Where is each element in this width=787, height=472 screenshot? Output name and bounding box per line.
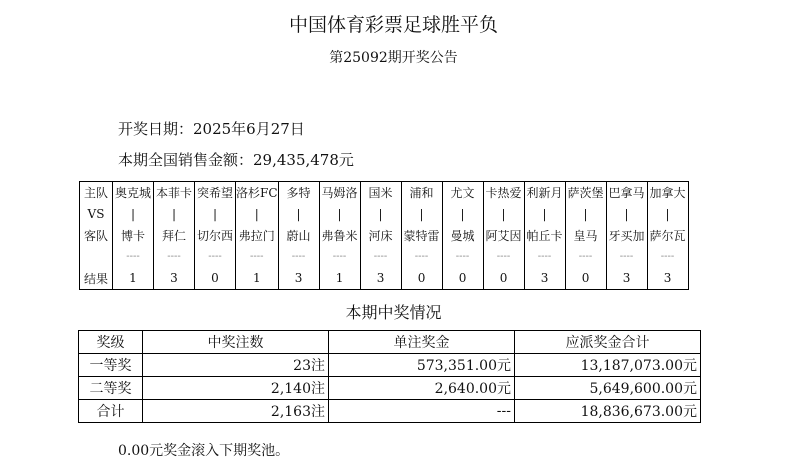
match-away-cell: 曼城: [442, 225, 483, 247]
match-away-cell: 蒙特雷: [401, 225, 442, 247]
match-sep-cell: ----: [647, 246, 688, 268]
match-home-cell: 马姆洛: [319, 182, 360, 204]
match-result-cell: 0: [401, 268, 442, 290]
match-home-cell: 萨茨堡: [565, 182, 606, 204]
match-result-cell: 1: [319, 268, 360, 290]
match-away-cell: 牙买加: [606, 225, 647, 247]
issue-subtitle: 第25092期开奖公告: [329, 50, 458, 66]
match-result-cell: 0: [483, 268, 524, 290]
match-away-cell: 河床: [360, 225, 401, 247]
prize-header-cell: 奖级: [79, 331, 143, 354]
match-away-cell: 帕丘卡: [524, 225, 565, 247]
prize-section-title: 本期中奖情况: [345, 303, 442, 322]
match-vs-cell: |: [319, 203, 360, 225]
match-result-cell: 0: [565, 268, 606, 290]
match-sep-cell: ----: [195, 246, 236, 268]
match-away-cell: 博卡: [113, 225, 154, 247]
match-vs-cell: |: [360, 203, 401, 225]
match-sep-cell: ----: [154, 246, 195, 268]
match-result-cell: 3: [524, 268, 565, 290]
rollover-note: 0.00元奖金滚入下期奖池。: [118, 443, 290, 459]
match-sep-cell: ----: [236, 246, 279, 268]
match-sep-cell: ----: [524, 246, 565, 268]
prize-level: 一等奖: [79, 354, 143, 377]
match-sep-cell: ----: [483, 246, 524, 268]
prize-row-first: [79, 354, 701, 377]
match-away-cell: 阿艾因: [483, 225, 524, 247]
match-sep-cell: ----: [360, 246, 401, 268]
match-away-cell: 蔚山: [278, 225, 319, 247]
row-label: [80, 246, 113, 268]
match-result-cell: 3: [647, 268, 688, 290]
prize-winners: 2,163注: [143, 400, 329, 423]
match-vs-cell: |: [565, 203, 606, 225]
prize-winners: 2,140注: [143, 377, 329, 400]
row-label: 结果: [80, 268, 113, 290]
prize-table: [78, 330, 701, 423]
prize-total-amount: 5,649,600.00元: [515, 377, 701, 400]
match-sep-cell: ----: [565, 246, 606, 268]
prize-unit-amount: ---: [329, 400, 515, 423]
match-vs-cell: |: [647, 203, 688, 225]
match-sep-cell: ----: [401, 246, 442, 268]
match-home-cell: 利新月: [524, 182, 565, 204]
prize-header-cell: 中奖注数: [143, 331, 329, 354]
prize-header-row: [79, 331, 701, 354]
match-result-cell: 3: [606, 268, 647, 290]
match-home-cell: 尤文: [442, 182, 483, 204]
match-home-cell: 浦和: [401, 182, 442, 204]
match-sep-cell: ----: [606, 246, 647, 268]
prize-row-second: [79, 377, 701, 400]
match-vs-cell: |: [195, 203, 236, 225]
result-row: [80, 268, 689, 290]
match-away-cell: 弗拉门: [236, 225, 279, 247]
match-away-cell: 皇马: [565, 225, 606, 247]
match-away-cell: 拜仁: [154, 225, 195, 247]
match-sep-cell: ----: [278, 246, 319, 268]
match-result-cell: 3: [360, 268, 401, 290]
match-away-cell: 弗鲁米: [319, 225, 360, 247]
match-home-cell: 本菲卡: [154, 182, 195, 204]
match-vs-cell: |: [442, 203, 483, 225]
match-result-cell: 0: [195, 268, 236, 290]
match-vs-cell: |: [606, 203, 647, 225]
match-vs-cell: |: [113, 203, 154, 225]
prize-winners: 23注: [143, 354, 329, 377]
match-home-cell: 洛杉FC: [236, 182, 279, 204]
match-away-cell: 切尔西: [195, 225, 236, 247]
match-result-cell: 1: [236, 268, 279, 290]
match-home-cell: 巴拿马: [606, 182, 647, 204]
page-title: 中国体育彩票足球胜平负: [288, 14, 498, 36]
match-away-cell: 萨尔瓦: [647, 225, 688, 247]
draw-date: 开奖日期：2025年6月27日: [118, 120, 305, 138]
match-home-cell: 奥克城: [113, 182, 154, 204]
match-vs-cell: |: [401, 203, 442, 225]
vs-row: [80, 203, 689, 225]
away-team-row: [80, 225, 689, 247]
prize-total-amount: 18,836,673.00元: [515, 400, 701, 423]
prize-header-cell: 应派奖金合计: [515, 331, 701, 354]
match-vs-cell: |: [524, 203, 565, 225]
prize-unit-amount: 2,640.00元: [329, 377, 515, 400]
match-result-cell: 3: [278, 268, 319, 290]
match-vs-cell: |: [278, 203, 319, 225]
prize-row-total: [79, 400, 701, 423]
match-vs-cell: |: [483, 203, 524, 225]
prize-header-cell: 单注奖金: [329, 331, 515, 354]
match-sep-cell: ----: [113, 246, 154, 268]
prize-unit-amount: 573,351.00元: [329, 354, 515, 377]
match-home-cell: 加拿大: [647, 182, 688, 204]
match-sep-cell: ----: [442, 246, 483, 268]
prize-total-amount: 13,187,073.00元: [515, 354, 701, 377]
match-home-cell: 国米: [360, 182, 401, 204]
match-table: [79, 181, 689, 290]
home-team-row: [80, 182, 689, 204]
row-label: 客队: [80, 225, 113, 247]
row-label: 主队: [80, 182, 113, 204]
prize-level: 合计: [79, 400, 143, 423]
match-result-cell: 3: [154, 268, 195, 290]
prize-level: 二等奖: [79, 377, 143, 400]
match-result-cell: 0: [442, 268, 483, 290]
match-home-cell: 卡热爱: [483, 182, 524, 204]
match-vs-cell: |: [154, 203, 195, 225]
match-home-cell: 多特: [278, 182, 319, 204]
sales-amount: 本期全国销售金额：29,435,478元: [118, 151, 354, 169]
row-label: VS: [80, 203, 113, 225]
match-result-cell: 1: [113, 268, 154, 290]
match-home-cell: 突希望: [195, 182, 236, 204]
match-sep-cell: ----: [319, 246, 360, 268]
separator-row: [80, 246, 689, 268]
match-vs-cell: |: [236, 203, 279, 225]
